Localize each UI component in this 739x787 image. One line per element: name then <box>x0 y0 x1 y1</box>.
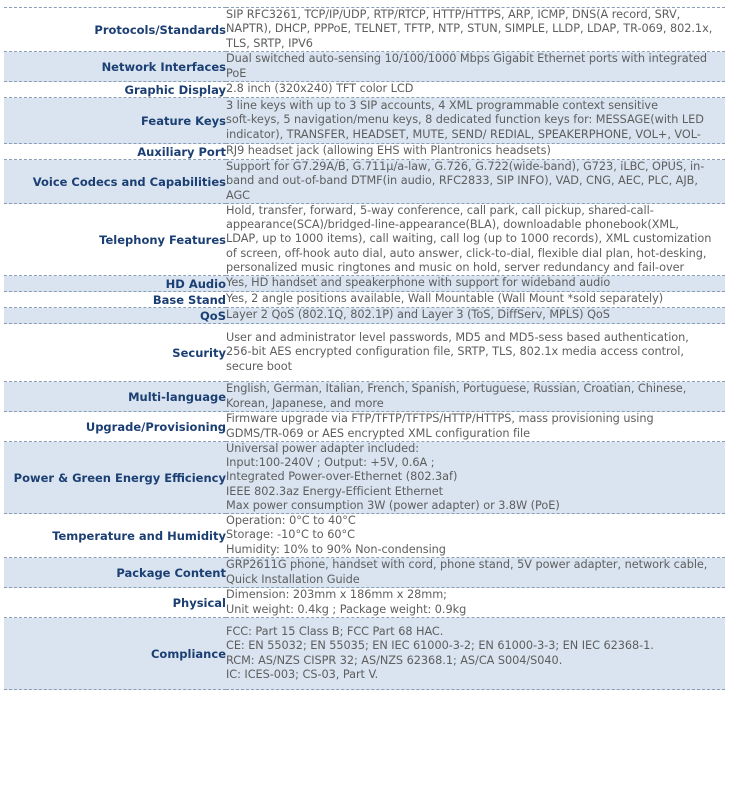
spec-row <box>4 442 725 514</box>
spec-row <box>4 82 725 98</box>
spec-row <box>4 618 725 690</box>
spec-label: Upgrade/Provisioning <box>85 419 226 434</box>
spec-value-line: IEEE 802.3az Energy-Efficient Ethernet <box>226 484 444 498</box>
spec-value <box>226 52 725 82</box>
spec-value-line: Firmware upgrade via FTP/TFTP/TFTPS/HTTP/HTTPS, mass provisioning using <box>226 412 654 426</box>
spec-value-line: RCM: AS/NZS CISPR 32; AS/NZS 62368.1; AS/CA S004/S040. <box>226 653 563 667</box>
spec-row <box>4 558 725 588</box>
spec-value-line: FCC: Part 15 Class B; FCC Part 68 HAC. <box>226 625 444 639</box>
spec-value <box>226 442 725 514</box>
spec-value-line: User and administrator level passwords, MD5 and MD5-sess based authentication, <box>226 331 689 345</box>
spec-label: Telephony Features <box>99 232 226 247</box>
spec-value <box>226 324 725 382</box>
spec-value-line: Integrated Power-over-Ethernet (802.3af) <box>226 470 458 484</box>
spec-value-line: SIP RFC3261, TCP/IP/UDP, RTP/RTCP, HTTP/HTTPS, ARP, ICMP, DNS(A record, SRV, <box>226 8 681 22</box>
spec-value <box>226 292 725 308</box>
spec-value-line: Yes, HD handset and speakerphone with support for wideband audio <box>226 276 611 290</box>
spec-value-line: CE: EN 55032; EN 55035; EN IEC 61000-3-2; EN 61000-3-3; EN IEC 62368-1. <box>226 639 654 653</box>
spec-label: Auxiliary Port <box>137 144 226 159</box>
spec-label: QoS <box>200 308 226 323</box>
spec-value-line: LDAP, up to 1000 items), call waiting, call log (up to 1000 records), XML customization <box>226 232 712 246</box>
spec-value-line: 2.8 inch (320x240) TFT color LCD <box>226 82 414 96</box>
spec-value-line: Max power consumption 3W (power adapter) or 3.8W (PoE) <box>226 498 560 512</box>
spec-value <box>226 514 725 558</box>
spec-value <box>226 558 725 588</box>
spec-value-line: NAPTR), DHCP, PPPoE, TELNET, TFTP, NTP, STUN, SIMPLE, LLDP, LDAP, TR-069, 802.1x, <box>226 22 713 36</box>
spec-value <box>226 160 725 204</box>
spec-value-line: Unit weight: 0.4kg ; Package weight: 0.9kg <box>226 602 467 616</box>
spec-row <box>4 382 725 412</box>
spec-value-line: band and out-of-band DTMF(in audio, RFC2833, SIP INFO), VAD, CNG, AEC, PLC, AJB, <box>226 174 698 188</box>
spec-value <box>226 412 725 442</box>
spec-value-line: IC: ICES-003; CS-03, Part V. <box>226 667 379 681</box>
spec-label: Base Stand <box>152 292 226 307</box>
spec-value-line: Quick Installation Guide <box>226 572 360 586</box>
spec-value-line: English, German, Italian, French, Spanish, Portuguese, Russian, Croatian, Chinese, <box>226 382 687 396</box>
spec-row <box>4 412 725 442</box>
spec-value-line: secure boot <box>226 359 293 373</box>
spec-value-line: indicator), TRANSFER, HEADSET, MUTE, SEND/ REDIAL, SPEAKERPHONE, VOL+, VOL- <box>226 127 701 141</box>
spec-value <box>226 382 725 412</box>
spec-label: Graphic Display <box>124 82 226 97</box>
spec-value-line: Operation: 0°C to 40°C <box>226 514 356 528</box>
spec-value <box>226 8 725 52</box>
spec-value-line: Hold, transfer, forward, 5-way conference, call park, call pickup, shared-call- <box>226 204 654 217</box>
spec-row <box>4 276 725 292</box>
spec-value-line: 3 line keys with up to 3 SIP accounts, 4 XML programmable context sensitive <box>226 99 658 113</box>
spec-value-line: Input:100-240V ; Output: +5V, 0.6A ; <box>226 456 435 470</box>
spec-label: Power & Green Energy Efficiency <box>13 470 226 485</box>
spec-value-line: GDMS/TR-069 or AES encrypted XML configuration file <box>226 426 530 440</box>
spec-value-line: RJ9 headset jack (allowing EHS with Plantronics headsets) <box>226 144 551 158</box>
spec-row <box>4 324 725 382</box>
spec-value-line: Yes, 2 angle positions available, Wall Mountable (Wall Mount *sold separately) <box>226 292 664 306</box>
spec-row <box>4 52 725 82</box>
spec-row <box>4 8 725 52</box>
spec-value <box>226 308 725 324</box>
spec-value-line: AGC <box>226 188 251 202</box>
spec-row <box>4 292 725 308</box>
spec-label: Temperature and Humidity <box>52 528 226 543</box>
spec-row <box>4 514 725 558</box>
spec-value-line: Dual switched auto-sensing 10/100/1000 Mbps Gigabit Ethernet ports with integrated <box>226 52 708 66</box>
spec-value-line: Humidity: 10% to 90% Non-condensing <box>226 542 446 556</box>
spec-value-line: Support for G7.29A/B, G.711µ/a-law, G.726, G.722(wide-band), G723, iLBC, OPUS, in- <box>226 160 705 174</box>
spec-row <box>4 308 725 324</box>
spec-value <box>226 144 725 160</box>
spec-label: Compliance <box>150 646 226 661</box>
spec-value <box>226 82 725 98</box>
spec-label: Feature Keys <box>141 113 226 128</box>
spec-table <box>4 7 725 690</box>
spec-label: Package Content <box>116 565 226 580</box>
spec-value-line: Layer 2 QoS (802.1Q, 802.1P) and Layer 3 (ToS, DiffServ, MPLS) QoS <box>226 308 610 322</box>
spec-label: Network Interfaces <box>101 59 226 74</box>
spec-row <box>4 588 725 618</box>
spec-value-line: 256-bit AES encrypted configuration file, SRTP, TLS, 802.1x media access control, <box>226 345 684 359</box>
spec-value-line: personalized music ringtones and music on hold, server redundancy and fail-over <box>226 260 685 274</box>
spec-value-line: appearance(SCA)/bridged-line-appearance(BLA), downloadable phonebook(XML, <box>226 218 679 232</box>
spec-label: Security <box>172 345 226 360</box>
spec-table-body <box>4 8 725 690</box>
spec-row <box>4 160 725 204</box>
spec-label: Voice Codecs and Capabilities <box>32 174 226 189</box>
spec-value-line: soft-keys, 5 navigation/menu keys, 8 dedicated function keys for: MESSAGE(with LED <box>226 113 704 127</box>
spec-value <box>226 618 725 690</box>
spec-value-line: PoE <box>226 66 247 80</box>
spec-label: Protocols/Standards <box>94 22 226 37</box>
spec-row <box>4 144 725 160</box>
spec-value-line: Korean, Japanese, and more <box>226 396 384 410</box>
spec-value <box>226 98 725 144</box>
spec-label: Multi-language <box>128 389 226 404</box>
spec-row <box>4 204 725 276</box>
spec-row <box>4 98 725 144</box>
spec-value-line: Dimension: 203mm x 186mm x 28mm; <box>226 588 447 602</box>
spec-value <box>226 588 725 618</box>
spec-value <box>226 204 725 276</box>
spec-value-line: TLS, SRTP, IPV6 <box>226 36 313 50</box>
spec-label: HD Audio <box>165 276 226 291</box>
spec-value-line: of screen, off-hook auto dial, auto answer, click-to-dial, flexible dial plan, hot-desking, <box>226 246 707 260</box>
spec-value-line: Universal power adapter included: <box>226 442 419 456</box>
spec-value-line: GRP2611G phone, handset with cord, phone stand, 5V power adapter, network cable, <box>226 558 708 572</box>
spec-value-line: Storage: -10°C to 60°C <box>226 528 355 542</box>
spec-label: Physical <box>172 595 226 610</box>
spec-value <box>226 276 725 292</box>
